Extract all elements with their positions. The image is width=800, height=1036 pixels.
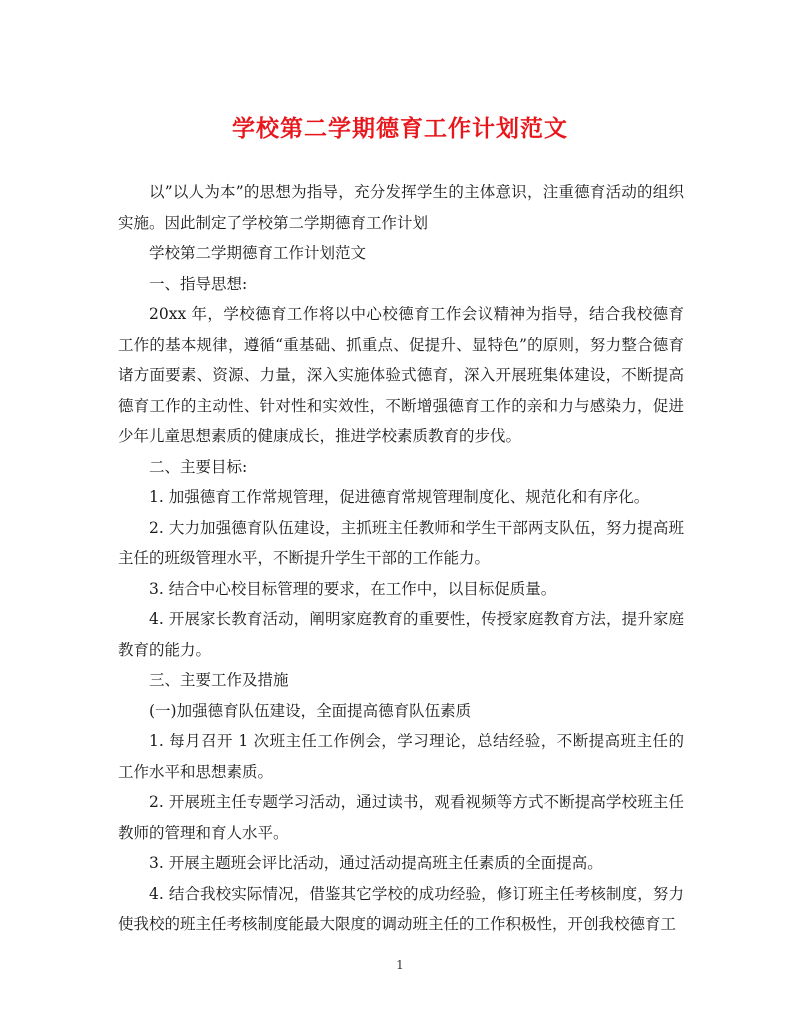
paragraph-guiding-thought: 20xx 年，学校德育工作将以中心校德育工作会议精神为指导，结合我校德育工作的基本规律，遵循“重基础、抓重点、促提升、显特色”的原则，努力整合德育诸方面要素、资源、力量，深入实施体验式德育，深入开展班集体建设，不断提高德育工作的主动性、针对性和实效性，不断增强德育工作的亲和力与感染力，促进少年儿童思想素质的健康成长，推进学校素质教育的步伐。 xyxy=(118,305,684,445)
goal-item-3: 3. 结合中心校目标管理的要求，在工作中，以目标促质量。 xyxy=(149,579,557,598)
measure-item-1: 1. 每月召开 1 次班主任工作例会，学习理论，总结经验，不断提高班主任的工作水平和思想素质。 xyxy=(118,732,684,781)
subsection-heading-team-building: (一)加强德育队伍建设，全面提高德育队伍素质 xyxy=(149,701,472,720)
document-body xyxy=(118,177,684,940)
section-heading-main-work: 三、主要工作及措施 xyxy=(149,671,289,689)
section-heading-guiding-thought: 一、指导思想: xyxy=(149,274,248,293)
document-title: 学校第二学期德育工作计划范文 xyxy=(232,115,568,142)
goal-item-1: 1. 加强德育工作常规管理，促进德育常规管理制度化、规范化和有序化。 xyxy=(149,488,650,506)
goal-item-4: 4. 开展家长教育活动，阐明家庭教育的重要性，传授家庭教育方法，提升家庭教育的能力。 xyxy=(118,610,684,659)
page-number: 1 xyxy=(396,958,404,972)
paragraph-intro: 以”以人为本”的思想为指导，充分发挥学生的主体意识，注重德育活动的组织实施。因此制定了学校第二学期德育工作计划 xyxy=(118,183,684,232)
section-heading-main-goals: 二、主要目标: xyxy=(149,457,248,476)
measure-item-4: 4. 结合我校实际情况，借鉴其它学校的成功经验，修订班主任考核制度，努力使我校的班主任考核制度能最大限度的调动班主任的工作积极性，开创我校德育工 xyxy=(118,884,684,933)
measure-item-3: 3. 开展主题班会评比活动，通过活动提高班主任素质的全面提高。 xyxy=(149,854,603,872)
measure-item-2: 2. 开展班主任专题学习活动，通过读书，观看视频等方式不断提高学校班主任教师的管理和育人水平。 xyxy=(118,793,684,842)
goal-item-2: 2. 大力加强德育队伍建设，主抓班主任教师和学生干部两支队伍，努力提高班主任的班级管理水平，不断提升学生干部的工作能力。 xyxy=(118,518,684,567)
paragraph-subtitle: 学校第二学期德育工作计划范文 xyxy=(149,244,367,262)
